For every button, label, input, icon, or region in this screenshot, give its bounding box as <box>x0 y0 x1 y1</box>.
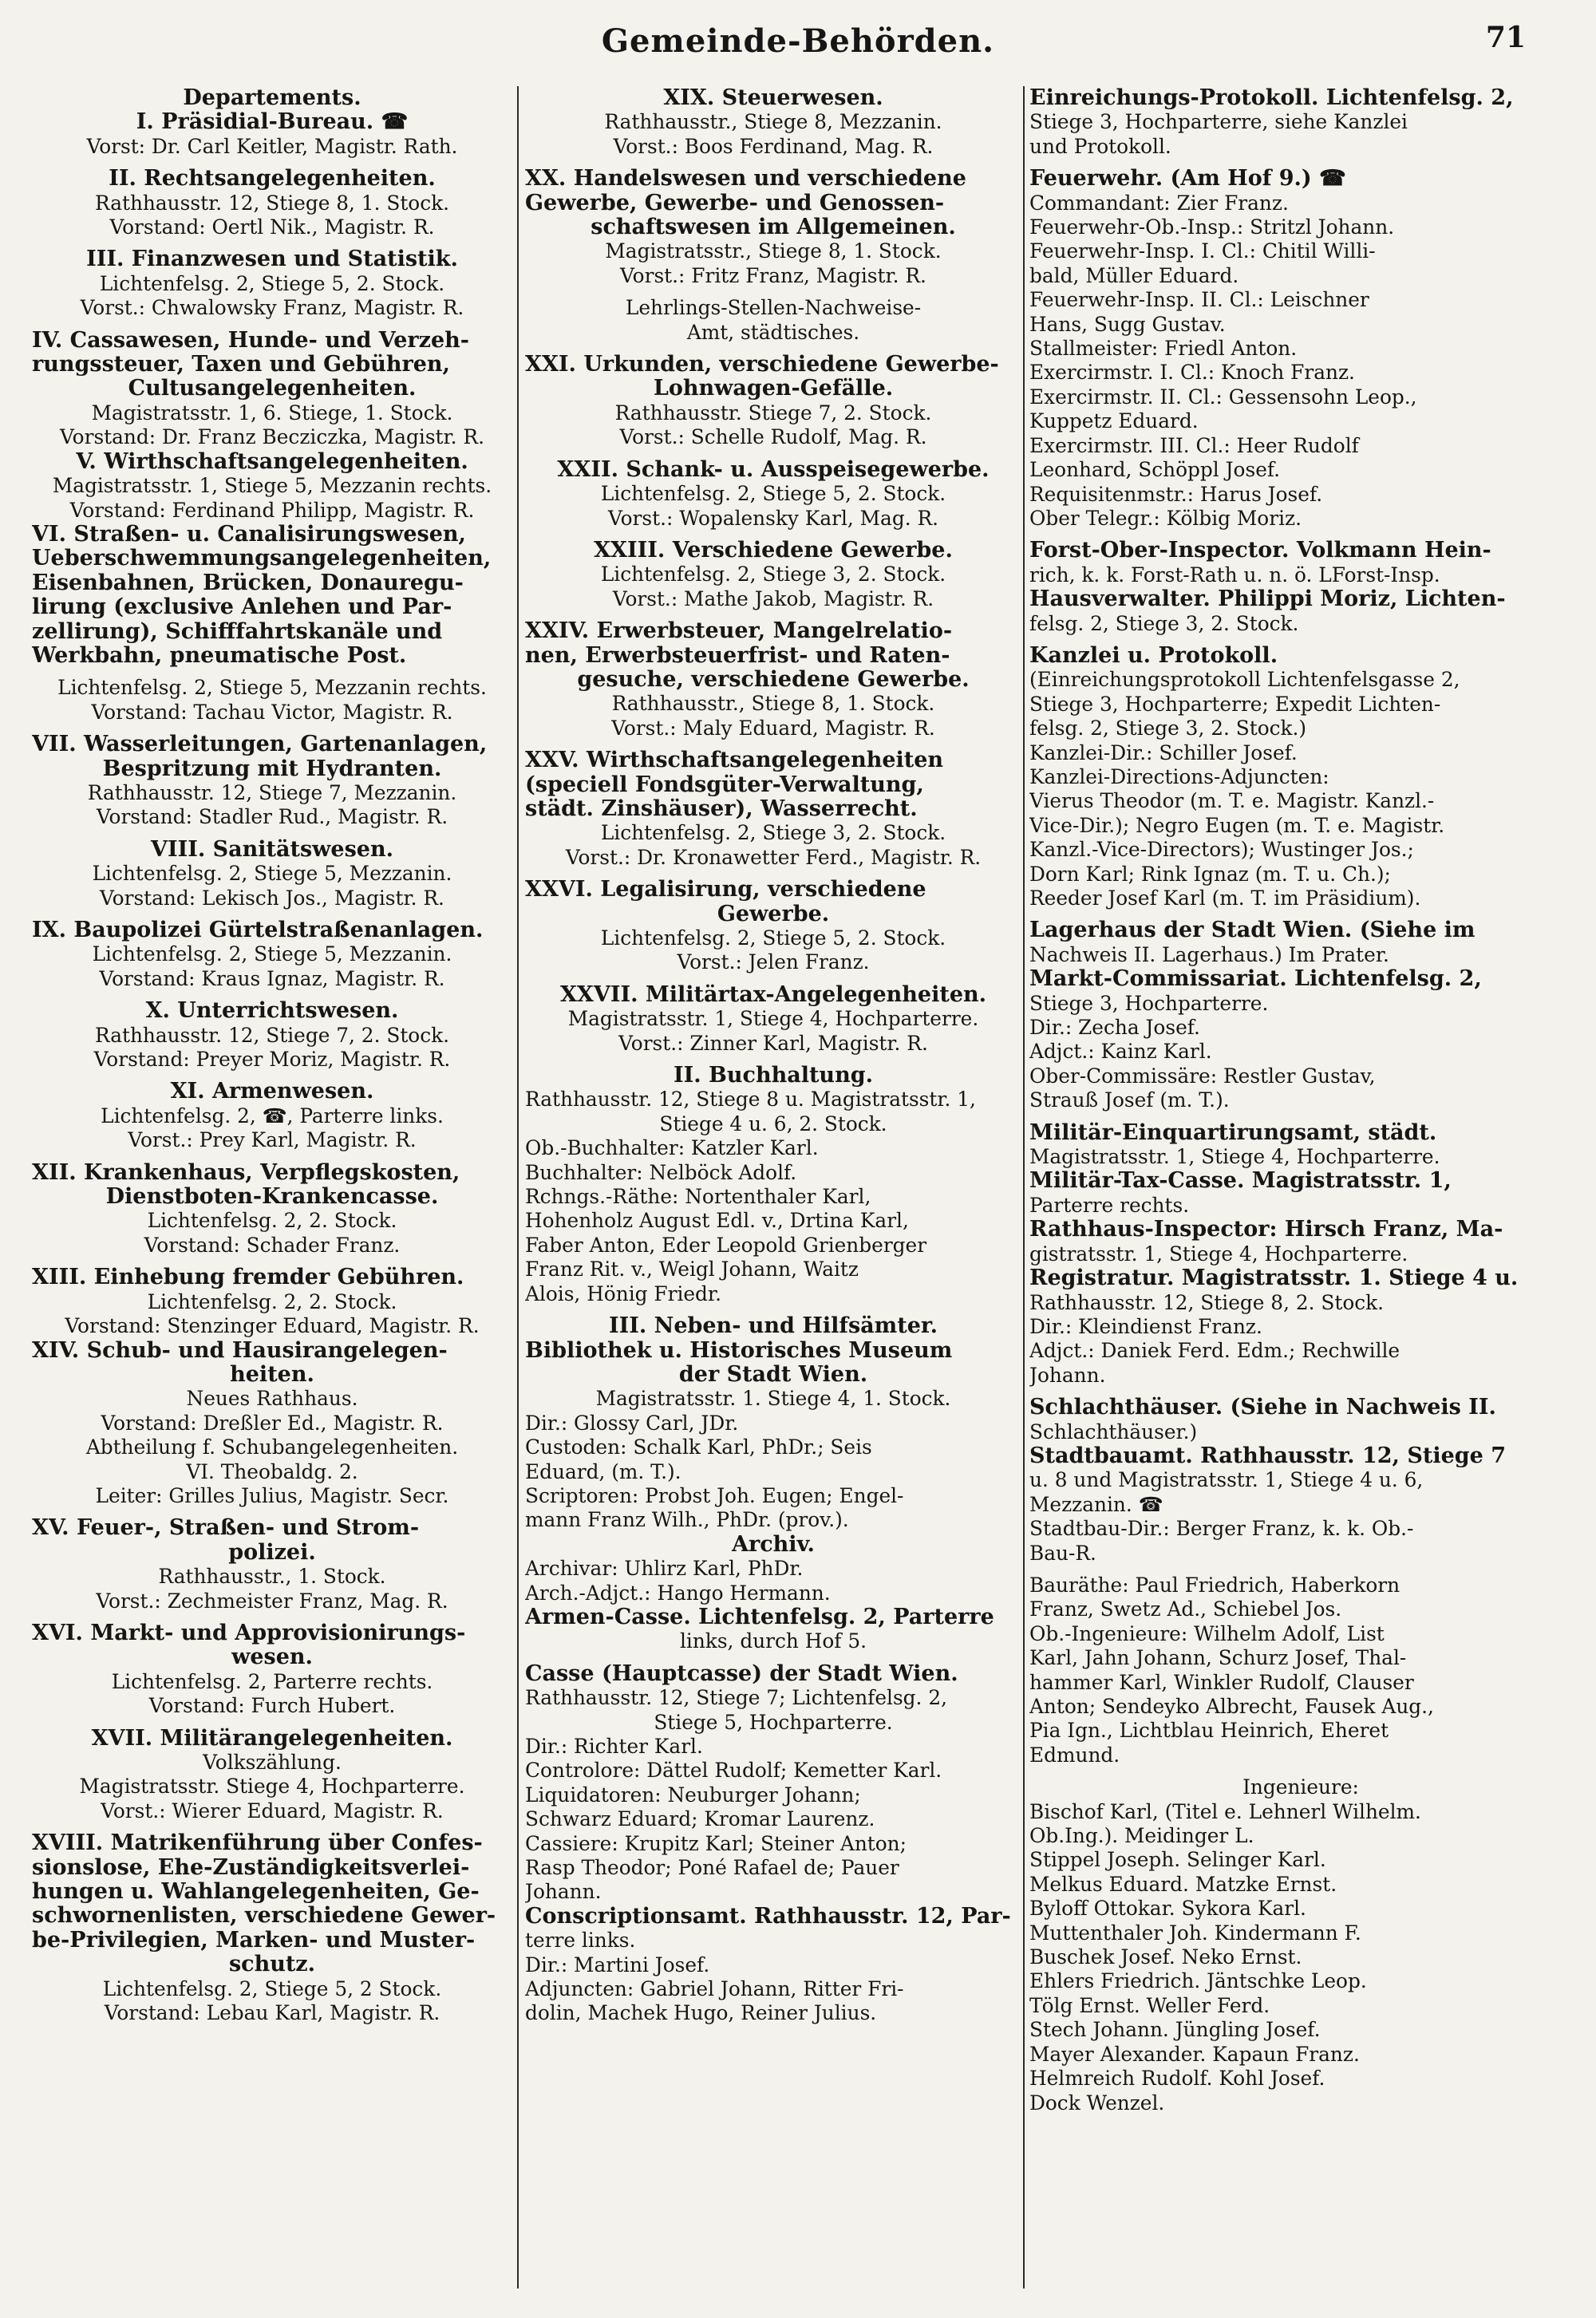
entry-heading: XX. Handelswesen und verschiedene <box>525 167 966 192</box>
entry-heading: Bibliothek u. Historisches Museum <box>525 1338 953 1363</box>
entry-line: bald, Müller Eduard. <box>1029 263 1239 287</box>
entry-line: Stech Johann. Jüngling Josef. <box>1029 2018 1321 2042</box>
entry-line: Karl, Jahn Johann, Schurz Josef, Thal- <box>1029 1646 1407 1670</box>
entry-heading: VII. Wasserleitungen, Gartenanlagen, <box>32 733 488 757</box>
entry-line: Stadtbau-Dir.: Berger Franz, k. k. Ob.- <box>1029 1517 1414 1541</box>
entry-line: Stiege 5, Hochparterre. <box>654 1710 893 1734</box>
entry-heading: VIII. Sanitätswesen. <box>151 837 393 862</box>
entry-heading: (speciell Fondsgüter-Verwaltung, <box>525 772 924 797</box>
entry-heading: XVII. Militärangelegenheiten. <box>91 1726 453 1751</box>
entry-heading: Departements. <box>183 86 361 110</box>
entry-line: links, durch Hof 5. <box>679 1629 867 1653</box>
entry-line: VI. Theobaldg. 2. <box>186 1459 358 1483</box>
entry-line: Feuerwehr-Ob.-Insp.: Stritzl Johann. <box>1029 215 1395 239</box>
entry-heading: XXIII. Verschiedene Gewerbe. <box>594 538 953 563</box>
entry-heading: IV. Cassawesen, Hunde- und Verzeh- <box>32 328 469 353</box>
entry-line: Dorn Karl; Rink Ignaz (m. T. u. Ch.); <box>1029 862 1391 886</box>
entry-line: Rathhausstr. 12, Stiege 7, Mezzanin. <box>87 780 457 804</box>
entry-heading: sionslose, Ehe-Zuständigkeitsverlei- <box>32 1855 470 1880</box>
entry-line: hammer Karl, Winkler Rudolf, Clauser <box>1029 1670 1414 1694</box>
entry-heading: Armen-Casse. Lichtenfelsg. 2, Parterre <box>525 1605 994 1629</box>
entry-line: Rathhausstr., Stiege 8, Mezzanin. <box>604 110 942 134</box>
column-divider <box>517 86 519 2288</box>
entry-heading: Werkbahn, pneumatische Post. <box>32 643 407 668</box>
entry-line: Dir.: Kleindienst Franz. <box>1029 1314 1262 1338</box>
entry-line: Edmund. <box>1029 1743 1120 1767</box>
column-divider <box>1023 86 1025 2288</box>
entry-line: Vorstand: Dr. Franz Becziczka, Magistr. R. <box>60 425 484 449</box>
entry-line: Cassiere: Krupitz Karl; Steiner Anton; <box>525 1831 907 1855</box>
entry-line: Vorstand: Lekisch Jos., Magistr. R. <box>100 886 444 910</box>
entry-heading: Militär-Tax-Casse. Magistratsstr. 1, <box>1029 1169 1452 1194</box>
entry-line: Vorstand: Stenzinger Eduard, Magistr. R. <box>65 1314 480 1338</box>
entry-heading: Lohnwagen-Gefälle. <box>653 377 894 401</box>
entry-heading: be-Privilegien, Marken- und Muster- <box>32 1928 476 1953</box>
entry-line: Vorst.: Chwalowsky Franz, Magistr. R. <box>80 296 464 320</box>
entry-line: Franz, Swetz Ad., Schiebel Jos. <box>1029 1597 1342 1621</box>
entry-line: Lichtenfelsg. 2, Stiege 5, Mezzanin. <box>92 862 452 886</box>
entry-heading: Casse (Hauptcasse) der Stadt Wien. <box>525 1661 958 1686</box>
entry-heading: lirung (exclusive Anlehen und Par- <box>32 595 452 620</box>
entry-line: Vierus Theodor (m. T. e. Magistr. Kanzl.- <box>1029 789 1435 813</box>
entry-line: Commandant: Zier Franz. <box>1029 191 1289 215</box>
entry-line: Mezzanin. ☎ <box>1029 1492 1163 1516</box>
entry-heading: Gewerbe, Gewerbe- und Genossen- <box>525 191 945 215</box>
entry-line: Dir.: Zecha Josef. <box>1029 1016 1200 1040</box>
entry-line: Rathhausstr., 1. Stock. <box>158 1565 386 1589</box>
entry-line: Vorstand: Lebau Karl, Magistr. R. <box>104 2001 440 2025</box>
entry-line: Johann. <box>1029 1363 1106 1387</box>
entry-line: Magistratsstr. 1. Stiege 4, 1. Stock. <box>595 1387 951 1411</box>
entry-line: Vorst.: Zinner Karl, Magistr. R. <box>618 1031 928 1055</box>
entry-heading: XIV. Schub- und Hausirangelegen- <box>32 1338 448 1363</box>
entry-line: Lichtenfelsg. 2, Stiege 5, Mezzanin rechts. <box>57 676 487 700</box>
entry-line: Ob.-Ingenieure: Wilhelm Adolf, List <box>1029 1621 1385 1645</box>
entry-line: Lichtenfelsg. 2, 2. Stock. <box>147 1209 397 1233</box>
entry-line: Mayer Alexander. Kapaun Franz. <box>1029 2042 1360 2066</box>
entry-heading: heiten. <box>230 1362 314 1387</box>
entry-heading: Eisenbahnen, Brücken, Donauregu- <box>32 571 464 595</box>
entry-line: Lichtenfelsg. 2, ☎, Parterre links. <box>101 1104 444 1127</box>
entry-line: Vorst: Dr. Carl Keitler, Magistr. Rath. <box>86 134 458 158</box>
entry-line: Rathhausstr. 12, Stiege 8, 2. Stock. <box>1029 1290 1385 1314</box>
column-middle <box>525 86 1021 2316</box>
page-number: 71 <box>1485 21 1526 54</box>
entry-line: Kanzlei-Dir.: Schiller Josef. <box>1029 740 1298 764</box>
entry-heading: IX. Baupolizei Gürtelstraßenanlagen. <box>32 918 484 942</box>
entry-line: Vorst.: Schelle Rudolf, Mag. R. <box>619 425 927 449</box>
entry-line: Exercirmstr. II. Cl.: Gessensohn Leop., <box>1029 385 1417 409</box>
entry-line: Schwarz Eduard; Kromar Laurenz. <box>525 1807 875 1831</box>
entry-line: Dir.: Martini Josef. <box>525 1953 710 1976</box>
entry-line: Muttenthaler Joh. Kindermann F. <box>1029 1921 1361 1945</box>
entry-line: Parterre rechts. <box>1029 1193 1190 1217</box>
entry-line: Pia Ign., Lichtblau Heinrich, Eheret <box>1029 1719 1389 1743</box>
entry-line: Stallmeister: Friedl Anton. <box>1029 337 1298 361</box>
entry-line: Vorst.: Wopalensky Karl, Mag. R. <box>607 506 939 530</box>
entry-line: Rchngs.-Räthe: Nortenthaler Karl, <box>525 1185 871 1209</box>
entry-line: Exercirmstr. III. Cl.: Heer Rudolf <box>1029 433 1359 457</box>
entry-heading: nen, Erwerbsteuerfrist- und Raten- <box>525 643 950 668</box>
entry-heading: V. Wirthschaftsangelegenheiten. <box>76 449 468 474</box>
entry-line: Stiege 3, Hochparterre; Expedit Lichten- <box>1029 692 1441 716</box>
entry-line: Lehrlings-Stellen-Nachweise- <box>625 296 922 320</box>
entry-line: Requisitenmstr.: Harus Josef. <box>1029 482 1323 506</box>
entry-line: felsg. 2, Stiege 3, 2. Stock.) <box>1029 717 1307 740</box>
entry-line: Franz Rit. v., Weigl Johann, Waitz <box>525 1258 859 1281</box>
entry-heading: Conscriptionsamt. Rathhausstr. 12, Par- <box>525 1904 1011 1929</box>
entry-line: Hohenholz August Edl. v., Drtina Karl, <box>525 1209 909 1233</box>
entry-heading: Rathhaus-Inspector: Hirsch Franz, Ma- <box>1029 1218 1503 1242</box>
entry-heading: rungssteuer, Taxen und Gebühren, <box>32 353 450 377</box>
entry-heading: polizei. <box>228 1540 316 1565</box>
entry-heading: Schlachthäuser. (Siehe in Nachweis II. <box>1029 1396 1496 1420</box>
entry-line: Vorstand: Stadler Rud., Magistr. R. <box>96 805 448 829</box>
entry-heading: XXI. Urkunden, verschiedene Gewerbe- <box>525 353 999 377</box>
entry-line: Helmreich Rudolf. Kohl Josef. <box>1029 2067 1325 2091</box>
entry-heading: XIII. Einhebung fremder Gebühren. <box>32 1266 464 1290</box>
entry-line: Dir.: Richter Karl. <box>525 1735 703 1758</box>
entry-line: Feuerwehr-Insp. II. Cl.: Leischner <box>1029 288 1369 312</box>
entry-heading: zellirung), Schifffahrtskanäle und <box>32 619 443 644</box>
entry-line: Lichtenfelsg. 2, Stiege 5, 2. Stock. <box>600 926 946 950</box>
entry-line: Magistratsstr., Stiege 8, 1. Stock. <box>605 239 942 263</box>
entry-line: Dir.: Glossy Carl, JDr. <box>525 1411 739 1435</box>
entry-heading: II. Buchhaltung. <box>674 1064 873 1088</box>
entry-line: Bau-R. <box>1029 1541 1096 1565</box>
entry-line: felsg. 2, Stiege 3, 2. Stock. <box>1029 611 1299 635</box>
entry-line: Controlore: Dättel Rudolf; Kemetter Karl. <box>525 1759 942 1783</box>
entry-line: Leiter: Grilles Julius, Magistr. Secr. <box>95 1483 449 1507</box>
entry-line: Vorstand: Ferdinand Philipp, Magistr. R. <box>69 498 475 522</box>
entry-heading: Feuerwehr. (Am Hof 9.) ☎ <box>1029 167 1346 192</box>
entry-line: Vorst.: Dr. Kronawetter Ferd., Magistr. R. <box>565 845 982 869</box>
entry-line: Liquidatoren: Neuburger Johann; <box>525 1783 861 1807</box>
entry-line: Eduard, (m. T.). <box>525 1459 681 1483</box>
entry-heading: wesen. <box>231 1645 313 1670</box>
entry-line: Lichtenfelsg. 2, Stiege 5, 2. Stock. <box>99 271 445 295</box>
entry-heading: Gewerbe. <box>717 902 830 926</box>
entry-line: Vorst.: Zechmeister Franz, Mag. R. <box>96 1589 448 1613</box>
entry-line: Buschek Josef. Neko Ernst. <box>1029 1945 1302 1969</box>
entry-heading: XI. Armenwesen. <box>170 1080 374 1104</box>
entry-line: Vorst.: Mathe Jakob, Magistr. R. <box>612 586 934 610</box>
entry-line: Lichtenfelsg. 2, Stiege 5, 2. Stock. <box>600 482 946 506</box>
entry-line: Rathhausstr. 12, Stiege 8, 1. Stock. <box>94 191 450 215</box>
entry-heading: Hausverwalter. Philippi Moriz, Lichten- <box>1029 587 1506 612</box>
entry-line: Stippel Joseph. Selinger Karl. <box>1029 1848 1326 1872</box>
entry-line: Magistratsstr. Stiege 4, Hochparterre. <box>79 1775 465 1799</box>
entry-line: Leonhard, Schöppl Josef. <box>1029 458 1281 482</box>
entry-line: Lichtenfelsg. 2, Stiege 5, 2 Stock. <box>102 1976 442 2000</box>
entry-heading: XXV. Wirthschaftsangelegenheiten <box>525 748 944 773</box>
entry-line: Johann. <box>525 1880 602 1904</box>
entry-line: Magistratsstr. 1, Stiege 4, Hochparterre. <box>567 1007 979 1031</box>
entry-line: Vorstand: Furch Hubert. <box>148 1694 396 1718</box>
entry-line: Rathhausstr. 12, Stiege 7; Lichtenfelsg. 2, <box>525 1686 947 1710</box>
entry-heading: Markt-Commissariat. Lichtenfelsg. 2, <box>1029 967 1482 992</box>
entry-heading: Stadtbauamt. Rathhausstr. 12, Stiege 7 <box>1029 1443 1507 1468</box>
page-title: Gemeinde-Behörden. <box>601 22 995 60</box>
entry-line: Ober Telegr.: Kölbig Moriz. <box>1029 506 1302 530</box>
entry-heading: Militär-Einquartirungsamt, städt. <box>1029 1120 1437 1145</box>
entry-line: Exercirmstr. I. Cl.: Knoch Franz. <box>1029 361 1355 385</box>
entry-heading: Cultusangelegenheiten. <box>128 377 417 401</box>
entry-line: gistratsstr. 1, Stiege 4, Hochparterre. <box>1029 1242 1408 1266</box>
entry-line: Ob.-Buchhalter: Katzler Karl. <box>525 1136 819 1160</box>
entry-line: Alois, Hönig Friedr. <box>525 1281 721 1305</box>
entry-line: u. 8 und Magistratsstr. 1, Stiege 4 u. 6, <box>1029 1468 1424 1492</box>
entry-line: Ingenieure: <box>1242 1775 1359 1799</box>
entry-line: Stiege 3, Hochparterre. <box>1029 991 1269 1015</box>
entry-line: Magistratsstr. 1, 6. Stiege, 1. Stock. <box>91 401 453 425</box>
entry-line: Vorstand: Schader Franz. <box>144 1233 401 1257</box>
entry-line: Nachweis II. Lagerhaus.) Im Prater. <box>1029 942 1389 966</box>
entry-heading: städt. Zinshäuser), Wasserrecht. <box>525 796 918 821</box>
entry-line: Strauß Josef (m. T.). <box>1029 1088 1230 1112</box>
entry-line: Kanzl.-Vice-Directors); Wustinger Jos.; <box>1029 838 1414 862</box>
entry-line: Tölg Ernst. Weller Ferd. <box>1029 1993 1270 2017</box>
entry-line: mann Franz Wilh., PhDr. (prov.). <box>525 1508 849 1532</box>
entry-line: Ob.Ing.). Meidinger L. <box>1029 1824 1254 1848</box>
entry-line: Rathhausstr. 12, Stiege 8 u. Magistratsstr. 1, <box>525 1088 976 1112</box>
entry-line: Vorstand: Dreßler Ed., Magistr. R. <box>101 1411 444 1435</box>
entry-line: Vorst.: Boos Ferdinand, Mag. R. <box>613 134 934 158</box>
page-header <box>0 0 1596 89</box>
entry-line: Neues Rathhaus. <box>186 1387 358 1411</box>
entry-heading: Archiv. <box>732 1532 815 1557</box>
entry-heading: VI. Straßen- u. Canalisirungswesen, <box>32 522 466 547</box>
entry-line: Vorstand: Tachau Victor, Magistr. R. <box>91 700 453 724</box>
entry-line: Volkszählung. <box>203 1751 342 1774</box>
entry-line: Adjct.: Daniek Ferd. Edm.; Rechwille <box>1029 1339 1400 1363</box>
entry-heading: XVI. Markt- und Approvisionirungs- <box>32 1621 466 1645</box>
entry-line: Kanzlei-Directions-Adjuncten: <box>1029 764 1329 788</box>
entry-line: Melkus Eduard. Matzke Ernst. <box>1029 1872 1337 1896</box>
entry-heading: XII. Krankenhaus, Verpflegskosten, <box>32 1160 460 1185</box>
entry-line: Vice-Dir.); Negro Eugen (m. T. e. Magistr. <box>1029 813 1445 837</box>
entry-heading: der Stadt Wien. <box>678 1362 868 1387</box>
entry-line: terre links. <box>525 1929 636 1953</box>
entry-line: Custoden: Schalk Karl, PhDr.; Seis <box>525 1435 872 1459</box>
entry-line: Vorstand: Oertl Nik., Magistr. R. <box>109 215 435 239</box>
entry-line: Magistratsstr. 1, Stiege 4, Hochparterre. <box>1029 1145 1440 1169</box>
entry-heading: Einreichungs-Protokoll. Lichtenfelsg. 2, <box>1029 86 1514 110</box>
entry-line: Schlachthäuser.) <box>1029 1420 1198 1443</box>
entry-heading: XXVI. Legalisirung, verschiedene <box>525 878 926 902</box>
entry-line: Lichtenfelsg. 2, 2. Stock. <box>147 1289 397 1313</box>
entry-line: Bauräthe: Paul Friedrich, Haberkorn <box>1029 1573 1400 1597</box>
entry-line: Lichtenfelsg. 2, Stiege 3, 2. Stock. <box>600 821 946 845</box>
entry-heading: Dienstboten-Krankencasse. <box>105 1185 439 1210</box>
entry-heading: XXVII. Militärtax-Angelegenheiten. <box>559 982 987 1007</box>
entry-line: Buchhalter: Nelböck Adolf. <box>525 1160 797 1184</box>
entry-line: und Protokoll. <box>1029 134 1171 158</box>
entry-heading: III. Neben- und Hilfsämter. <box>608 1314 938 1339</box>
entry-line: Faber Anton, Eder Leopold Grienberger <box>525 1233 927 1257</box>
entry-line: Archivar: Uhlirz Karl, PhDr. <box>525 1557 804 1581</box>
entry-line: Lichtenfelsg. 2, Parterre rechts. <box>111 1669 433 1693</box>
entry-line: Stiege 4 u. 6, 2. Stock. <box>659 1112 887 1135</box>
entry-heading: Kanzlei u. Protokoll. <box>1029 643 1278 668</box>
entry-line: Reeder Josef Karl (m. T. im Präsidium). <box>1029 887 1421 910</box>
entry-line: Vorst.: Wierer Eduard, Magistr. R. <box>101 1799 444 1822</box>
entry-line: Vorst.: Prey Karl, Magistr. R. <box>128 1128 417 1152</box>
entry-heading: II. Rechtsangelegenheiten. <box>109 167 436 192</box>
entry-heading: Lagerhaus der Stadt Wien. (Siehe im <box>1029 918 1476 943</box>
entry-line: dolin, Machek Hugo, Reiner Julius. <box>525 2001 877 2025</box>
entry-heading: schaftswesen im Allgemeinen. <box>591 215 956 240</box>
entry-line: Arch.-Adjct.: Hango Hermann. <box>525 1581 831 1605</box>
column-right <box>1029 86 1572 2316</box>
entry-heading: gesuche, verschiedene Gewerbe. <box>577 667 970 692</box>
entry-line: Vorst.: Jelen Franz. <box>677 950 870 974</box>
entry-line: Ober-Commissäre: Restler Gustav, <box>1029 1064 1376 1088</box>
entry-line: Bischof Karl, (Titel e. Lehnerl Wilhelm. <box>1029 1799 1421 1823</box>
entry-heading: III. Finanzwesen und Statistik. <box>86 247 458 272</box>
entry-line: Byloff Ottokar. Sykora Karl. <box>1029 1897 1306 1921</box>
entry-heading: XXIV. Erwerbsteuer, Mangelrelatio- <box>525 619 953 644</box>
entry-heading: hungen u. Wahlangelegenheiten, Ge- <box>32 1880 480 1905</box>
entry-line: Vorst.: Fritz Franz, Magistr. R. <box>620 263 926 287</box>
entry-line: rich, k. k. Forst-Rath u. n. ö. LForst-Insp. <box>1029 563 1440 586</box>
entry-line: Rathhausstr., Stiege 8, 1. Stock. <box>611 692 935 716</box>
entry-heading: schwornenlisten, verschiedene Gewer- <box>32 1904 496 1929</box>
entry-line: Kuppetz Eduard. <box>1029 409 1199 433</box>
entry-line: Anton; Sendeyko Albrecht, Fausek Aug., <box>1029 1695 1434 1718</box>
entry-line: Scriptoren: Probst Joh. Eugen; Engel- <box>525 1483 904 1507</box>
entry-heading: Forst-Ober-Inspector. Volkmann Hein- <box>1029 539 1491 563</box>
entry-line: (Einreichungsprotokoll Lichtenfelsgasse 2, <box>1029 668 1460 692</box>
entry-heading: Registratur. Magistratsstr. 1. Stiege 4 u. <box>1029 1266 1519 1291</box>
entry-line: Vorstand: Kraus Ignaz, Magistr. R. <box>99 966 445 990</box>
column-left <box>32 86 512 2316</box>
entry-line: Lichtenfelsg. 2, Stiege 3, 2. Stock. <box>600 563 946 586</box>
entry-line: Abtheilung f. Schubangelegenheiten. <box>85 1435 459 1459</box>
entry-line: Adjct.: Kainz Karl. <box>1029 1040 1212 1064</box>
entry-line: Hans, Sugg Gustav. <box>1029 312 1226 336</box>
entry-heading: I. Präsidial-Bureau. ☎ <box>136 110 409 135</box>
entry-heading: XIX. Steuerwesen. <box>663 86 883 110</box>
entry-line: Rathhausstr. Stiege 7, 2. Stock. <box>614 401 932 425</box>
entry-line: Adjuncten: Gabriel Johann, Ritter Fri- <box>525 1977 904 2001</box>
entry-line: Rathhausstr. 12, Stiege 7, 2. Stock. <box>94 1023 450 1047</box>
entry-heading: schutz. <box>228 1953 316 1977</box>
entry-line: Magistratsstr. 1, Stiege 5, Mezzanin rechts. <box>52 474 492 498</box>
entry-heading: XXII. Schank- u. Ausspeisegewerbe. <box>557 457 990 482</box>
entry-line: Dock Wenzel. <box>1029 2091 1165 2115</box>
entry-line: Amt, städtisches. <box>686 320 860 344</box>
entry-line: Vorst.: Maly Eduard, Magistr. R. <box>611 716 935 740</box>
entry-line: Rasp Theodor; Poné Rafael de; Pauer <box>525 1856 899 1880</box>
entry-line: Lichtenfelsg. 2, Stiege 5, Mezzanin. <box>92 942 452 966</box>
entry-line: Feuerwehr-Insp. I. Cl.: Chitil Willi- <box>1029 239 1376 263</box>
entry-heading: XV. Feuer-, Straßen- und Strom- <box>32 1516 420 1541</box>
entry-heading: XVIII. Matrikenführung über Confes- <box>32 1831 483 1856</box>
entry-line: Stiege 3, Hochparterre, siehe Kanzlei <box>1029 110 1408 134</box>
entry-line: Ehlers Friedrich. Jäntschke Leop. <box>1029 1969 1367 1993</box>
entry-line: Vorstand: Preyer Moriz, Magistr. R. <box>93 1048 451 1072</box>
entry-heading: Bespritzung mit Hydranten. <box>102 756 442 781</box>
entry-heading: Ueberschwemmungsangelegenheiten, <box>32 547 492 571</box>
entry-heading: X. Unterrichtswesen. <box>145 999 399 1024</box>
